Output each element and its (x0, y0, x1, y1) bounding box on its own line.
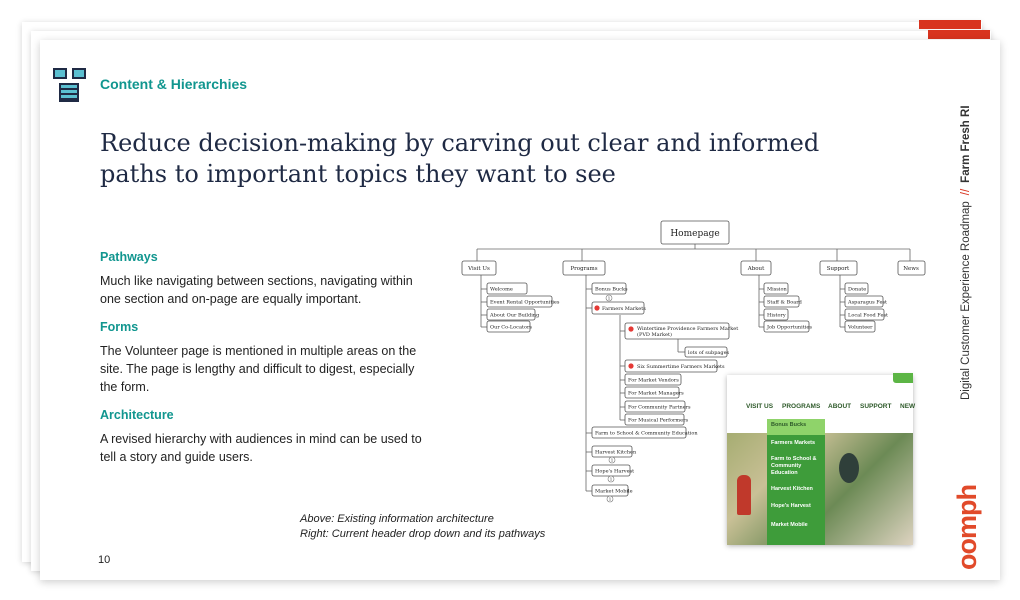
node-homepage: Homepage (670, 229, 720, 239)
header-nav-bar (727, 403, 916, 417)
node-asparagus-fest: Asparagus Fest (848, 299, 888, 306)
badge-market-mobile: 1 (608, 496, 612, 502)
node-mission: Mission (767, 286, 787, 293)
pathways-title: Pathways (100, 250, 158, 264)
node-local-food-fest: Local Food Fest (848, 312, 889, 319)
badge-hopes-harvest: 1 (609, 476, 613, 482)
dropdown-farm-to-school-1[interactable]: Farm to School & (771, 456, 817, 462)
forms-line-1: The Volunteer page is mentioned in multiple areas on the (100, 344, 417, 358)
node-winter-market-line-1: Wintertime Providence Farmers Market (637, 326, 739, 332)
node-donate: Donate (848, 286, 867, 293)
node-summer-markets: Six Summertime Farmers Markets (637, 364, 725, 370)
node-subpages: lots of subpages (688, 350, 730, 356)
node-harvest-kitchen: Harvest Kitchen (595, 449, 637, 456)
node-community-partners: For Community Partners (628, 404, 691, 411)
node-job-opportunities: Job Opportunities (767, 324, 812, 331)
brand-logo (952, 480, 992, 570)
architecture-line-2: tell a story and guide users. (100, 450, 253, 464)
node-support: Support (826, 266, 850, 272)
dropdown-harvest-kitchen[interactable]: Harvest Kitchen (771, 486, 813, 492)
badge-bonus-bucks: 1 (607, 295, 611, 301)
node-market-vendors: For Market Vendors (628, 377, 679, 384)
nav-news[interactable]: NEW (900, 403, 916, 410)
forms-line-2: site. The page is lengthy and difficult to digest, especially (100, 362, 415, 376)
node-about: About (747, 266, 765, 272)
node-musical-performers: For Musical Performers (628, 417, 689, 424)
node-winter-market-line-2: (PVD Market) (637, 332, 672, 338)
dropdown-hopes-harvest[interactable]: Hope's Harvest (771, 503, 811, 509)
node-welcome: Welcome (490, 286, 513, 293)
brand-wordmark: oomph (952, 485, 982, 570)
red-tab-2 (928, 30, 990, 39)
node-about-building: About Our Building (490, 312, 540, 319)
caption-line-1: Above: Existing information architecture (300, 513, 494, 525)
node-programs: Programs (570, 266, 598, 272)
client-name: Farm Fresh RI (960, 105, 972, 183)
pathways-line-2: one section and on-page are equally important. (100, 292, 362, 306)
architecture-line-1: A revised hierarchy with audiences in mind can be used to (100, 432, 422, 446)
node-history: History (767, 312, 786, 319)
node-news: News (903, 266, 919, 272)
badge-harvest-kitchen: 1 (610, 457, 614, 463)
node-bonus-bucks: Bonus Bucks (595, 286, 628, 293)
headline-line-2: paths to important topics they want to see (100, 160, 616, 188)
node-market-mobile: Market Mobile (595, 488, 633, 495)
node-hopes-harvest: Hope's Harvest (595, 468, 635, 475)
node-visit-us: Visit Us (468, 266, 490, 272)
forms-line-3: the form. (100, 380, 150, 394)
red-tab-1 (919, 20, 981, 29)
dropdown-market-mobile[interactable]: Market Mobile (771, 522, 808, 528)
node-farmers-markets: Farmers Markets (602, 306, 646, 312)
nav-visit-us[interactable]: VISIT US (746, 403, 774, 410)
figure-caption (300, 512, 545, 542)
architecture-title: Architecture (100, 408, 174, 422)
dropdown-bonus-bucks[interactable]: Bonus Bucks (767, 419, 825, 435)
dropdown-farm-to-school-2[interactable]: Community (771, 463, 802, 469)
headline-line-1: Reduce decision-making by carving out clear and informed (100, 129, 820, 157)
node-market-managers: For Market Managers (628, 390, 684, 397)
side-label-separator: // (960, 188, 972, 196)
side-label (960, 70, 980, 400)
photo-sign (839, 453, 859, 483)
dropdown-farmers-markets[interactable]: Farmers Markets (771, 440, 816, 446)
node-staff-board: Staff & Board (767, 299, 802, 306)
forms-title: Forms (100, 320, 139, 334)
caption-line-2: Right: Current header drop down and its pathways (300, 528, 546, 540)
side-label-title: Digital Customer Experience Roadmap (960, 201, 972, 400)
pathways-line-1: Much like navigating between sections, navigating within (100, 274, 413, 288)
dropdown-farm-to-school-3[interactable]: Education (771, 470, 798, 476)
node-farm-to-school: Farm to School & Community Education (595, 430, 698, 437)
section-title: Content & Hierarchies (100, 76, 248, 92)
header-tab (893, 373, 913, 383)
header-dropdown-screenshot (727, 375, 916, 545)
photo-figure (737, 475, 751, 515)
programs-dropdown (767, 419, 825, 545)
node-co-locators: Our Co-Locators (490, 324, 532, 331)
nav-about[interactable]: ABOUT (828, 403, 852, 410)
slide (40, 40, 1000, 580)
page-number: 10 (98, 554, 111, 566)
nav-support[interactable]: SUPPORT (860, 403, 892, 410)
node-volunteer: Volunteer (848, 324, 873, 331)
node-event-rental: Event Rental Opportunities (490, 299, 560, 306)
nav-programs[interactable]: PROGRAMS (782, 403, 821, 410)
